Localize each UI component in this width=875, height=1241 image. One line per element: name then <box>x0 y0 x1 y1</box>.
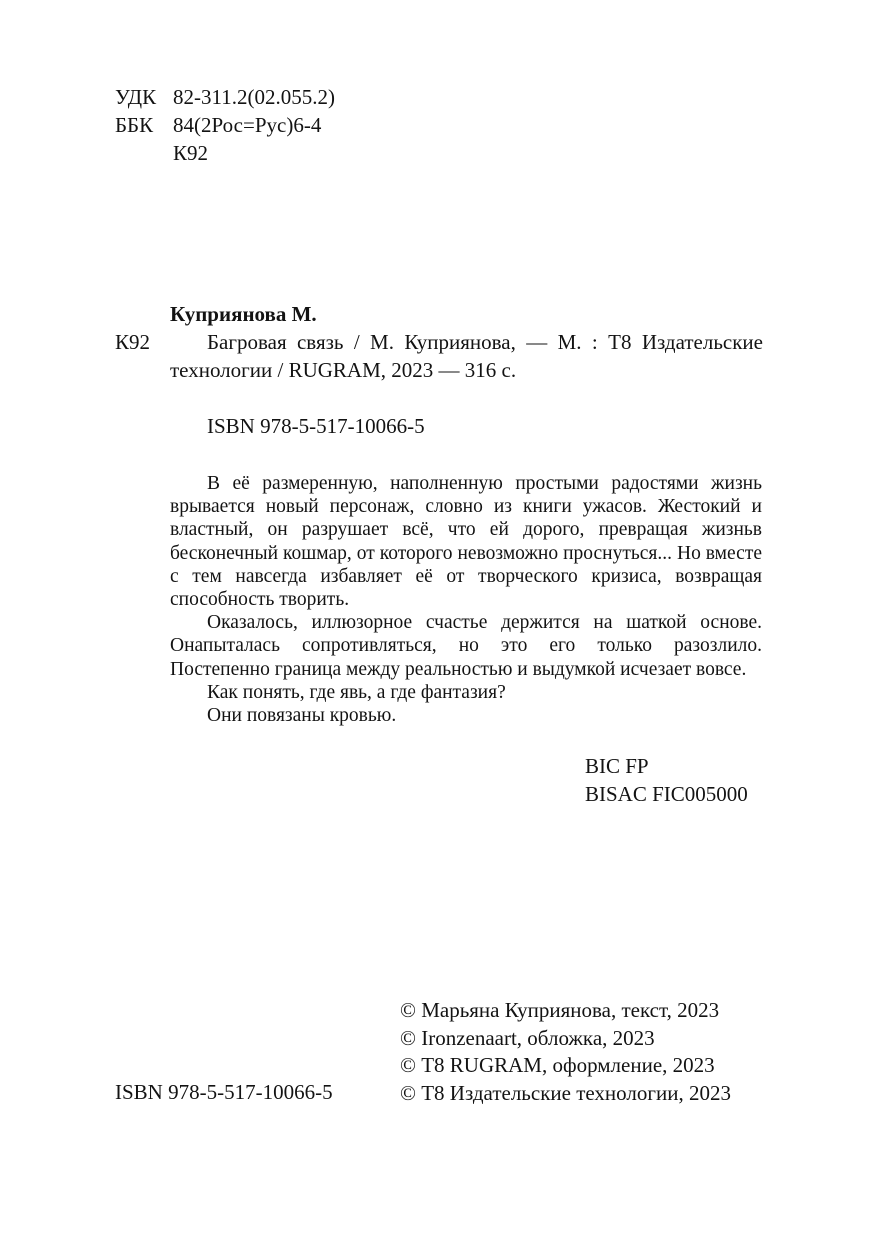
bbk-row <box>115 111 335 139</box>
copyright-block <box>400 997 731 1107</box>
author-code: К92 <box>173 141 209 165</box>
catalog-author: Куприянова М. <box>170 302 317 326</box>
annotation <box>170 472 762 727</box>
copyright-line: © Т8 Издательские технологии, 2023 <box>400 1080 731 1105</box>
annotation-paragraph: Они повязаны кровью. <box>207 705 397 727</box>
code-label-spacer <box>115 139 173 167</box>
copyright-line: © Ironzenaart, обложка, 2023 <box>400 1025 655 1050</box>
bisac-code: BISAC FIC005000 <box>585 781 748 806</box>
udk-label: УДК <box>115 85 157 109</box>
classification-codes <box>585 753 748 808</box>
copyright-line: © Т8 RUGRAM, оформление, 2023 <box>400 1053 715 1077</box>
annotation-paragraph: Как понять, где явь, а где фантазия? <box>207 681 506 703</box>
copyright-line: © Марьяна Куприянова, текст, 2023 <box>400 998 720 1022</box>
bic-code: BIC FP <box>585 754 649 778</box>
isbn-line: ISBN 978-5-517-10066-5 <box>207 414 425 438</box>
bbk-value: 84(2Рос=Рус)6-4 <box>173 113 322 137</box>
annotation-paragraph: Оказалось, иллюзорное счастье держится на шаткой основе. Онапыталась сопротивляться, но это его только разозлило. Постепенно граница между реальностью и выдумкой исчезает вовсе. <box>170 612 762 680</box>
catalog-entry-code: К92 <box>115 330 151 354</box>
bbk-label: ББК <box>115 113 154 137</box>
annotation-paragraph: В её размеренную, наполненную простыми радостями жизнь врывается новый персонаж, словно из книги ужасов. Жестокий и властный, он разрушает всё, что ей дорого, превращая жизньв бесконечный кошмар, от которого невозможно проснуться... Но вместе с тем навсегда избавляет её от творческого кризиса, возвращая способность творить. <box>170 473 762 611</box>
code-row <box>115 139 335 167</box>
catalog-entry-text: Багровая связь / М. Куприянова, — М. : Т8 Издательские технологии / RUGRAM, 2023 — 316 с. <box>170 330 763 382</box>
classification-header <box>115 83 335 167</box>
udk-row <box>115 83 335 111</box>
isbn-bottom: ISBN 978-5-517-10066-5 <box>115 1080 333 1104</box>
catalog-card <box>115 300 763 440</box>
catalog-entry <box>115 328 763 384</box>
udk-value: 82-311.2(02.055.2) <box>173 85 335 109</box>
